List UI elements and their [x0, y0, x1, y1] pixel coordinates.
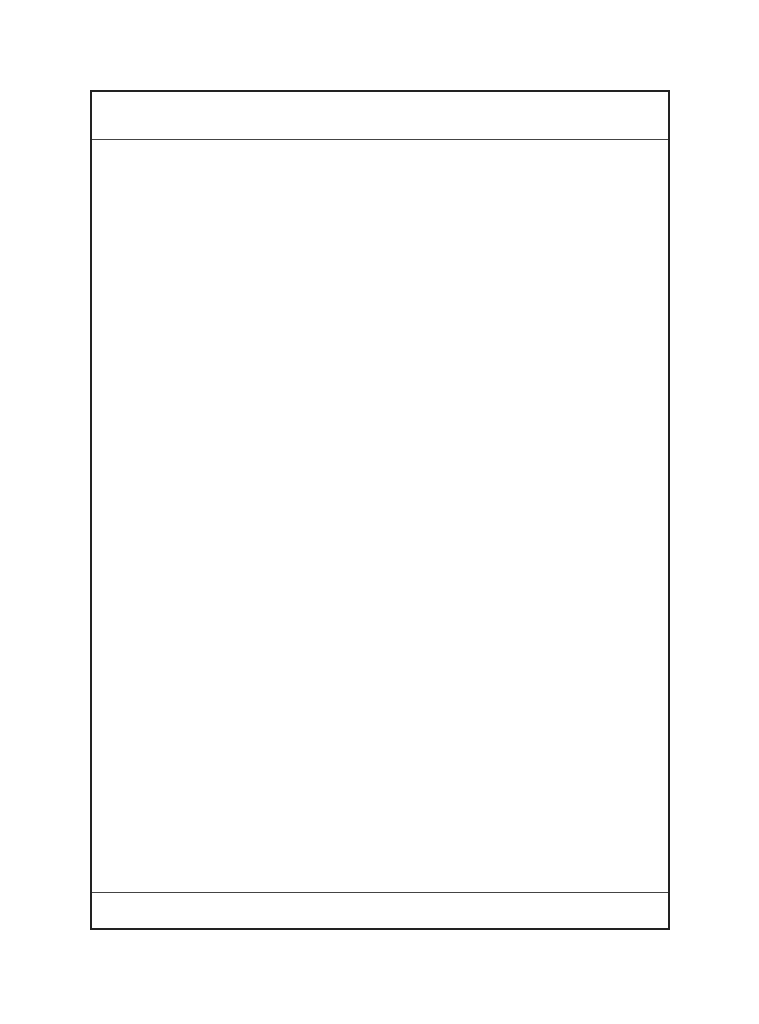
- document-title: [92, 92, 668, 140]
- document-frame: [90, 90, 670, 930]
- page-number: [92, 892, 668, 928]
- document-body: [92, 140, 668, 892]
